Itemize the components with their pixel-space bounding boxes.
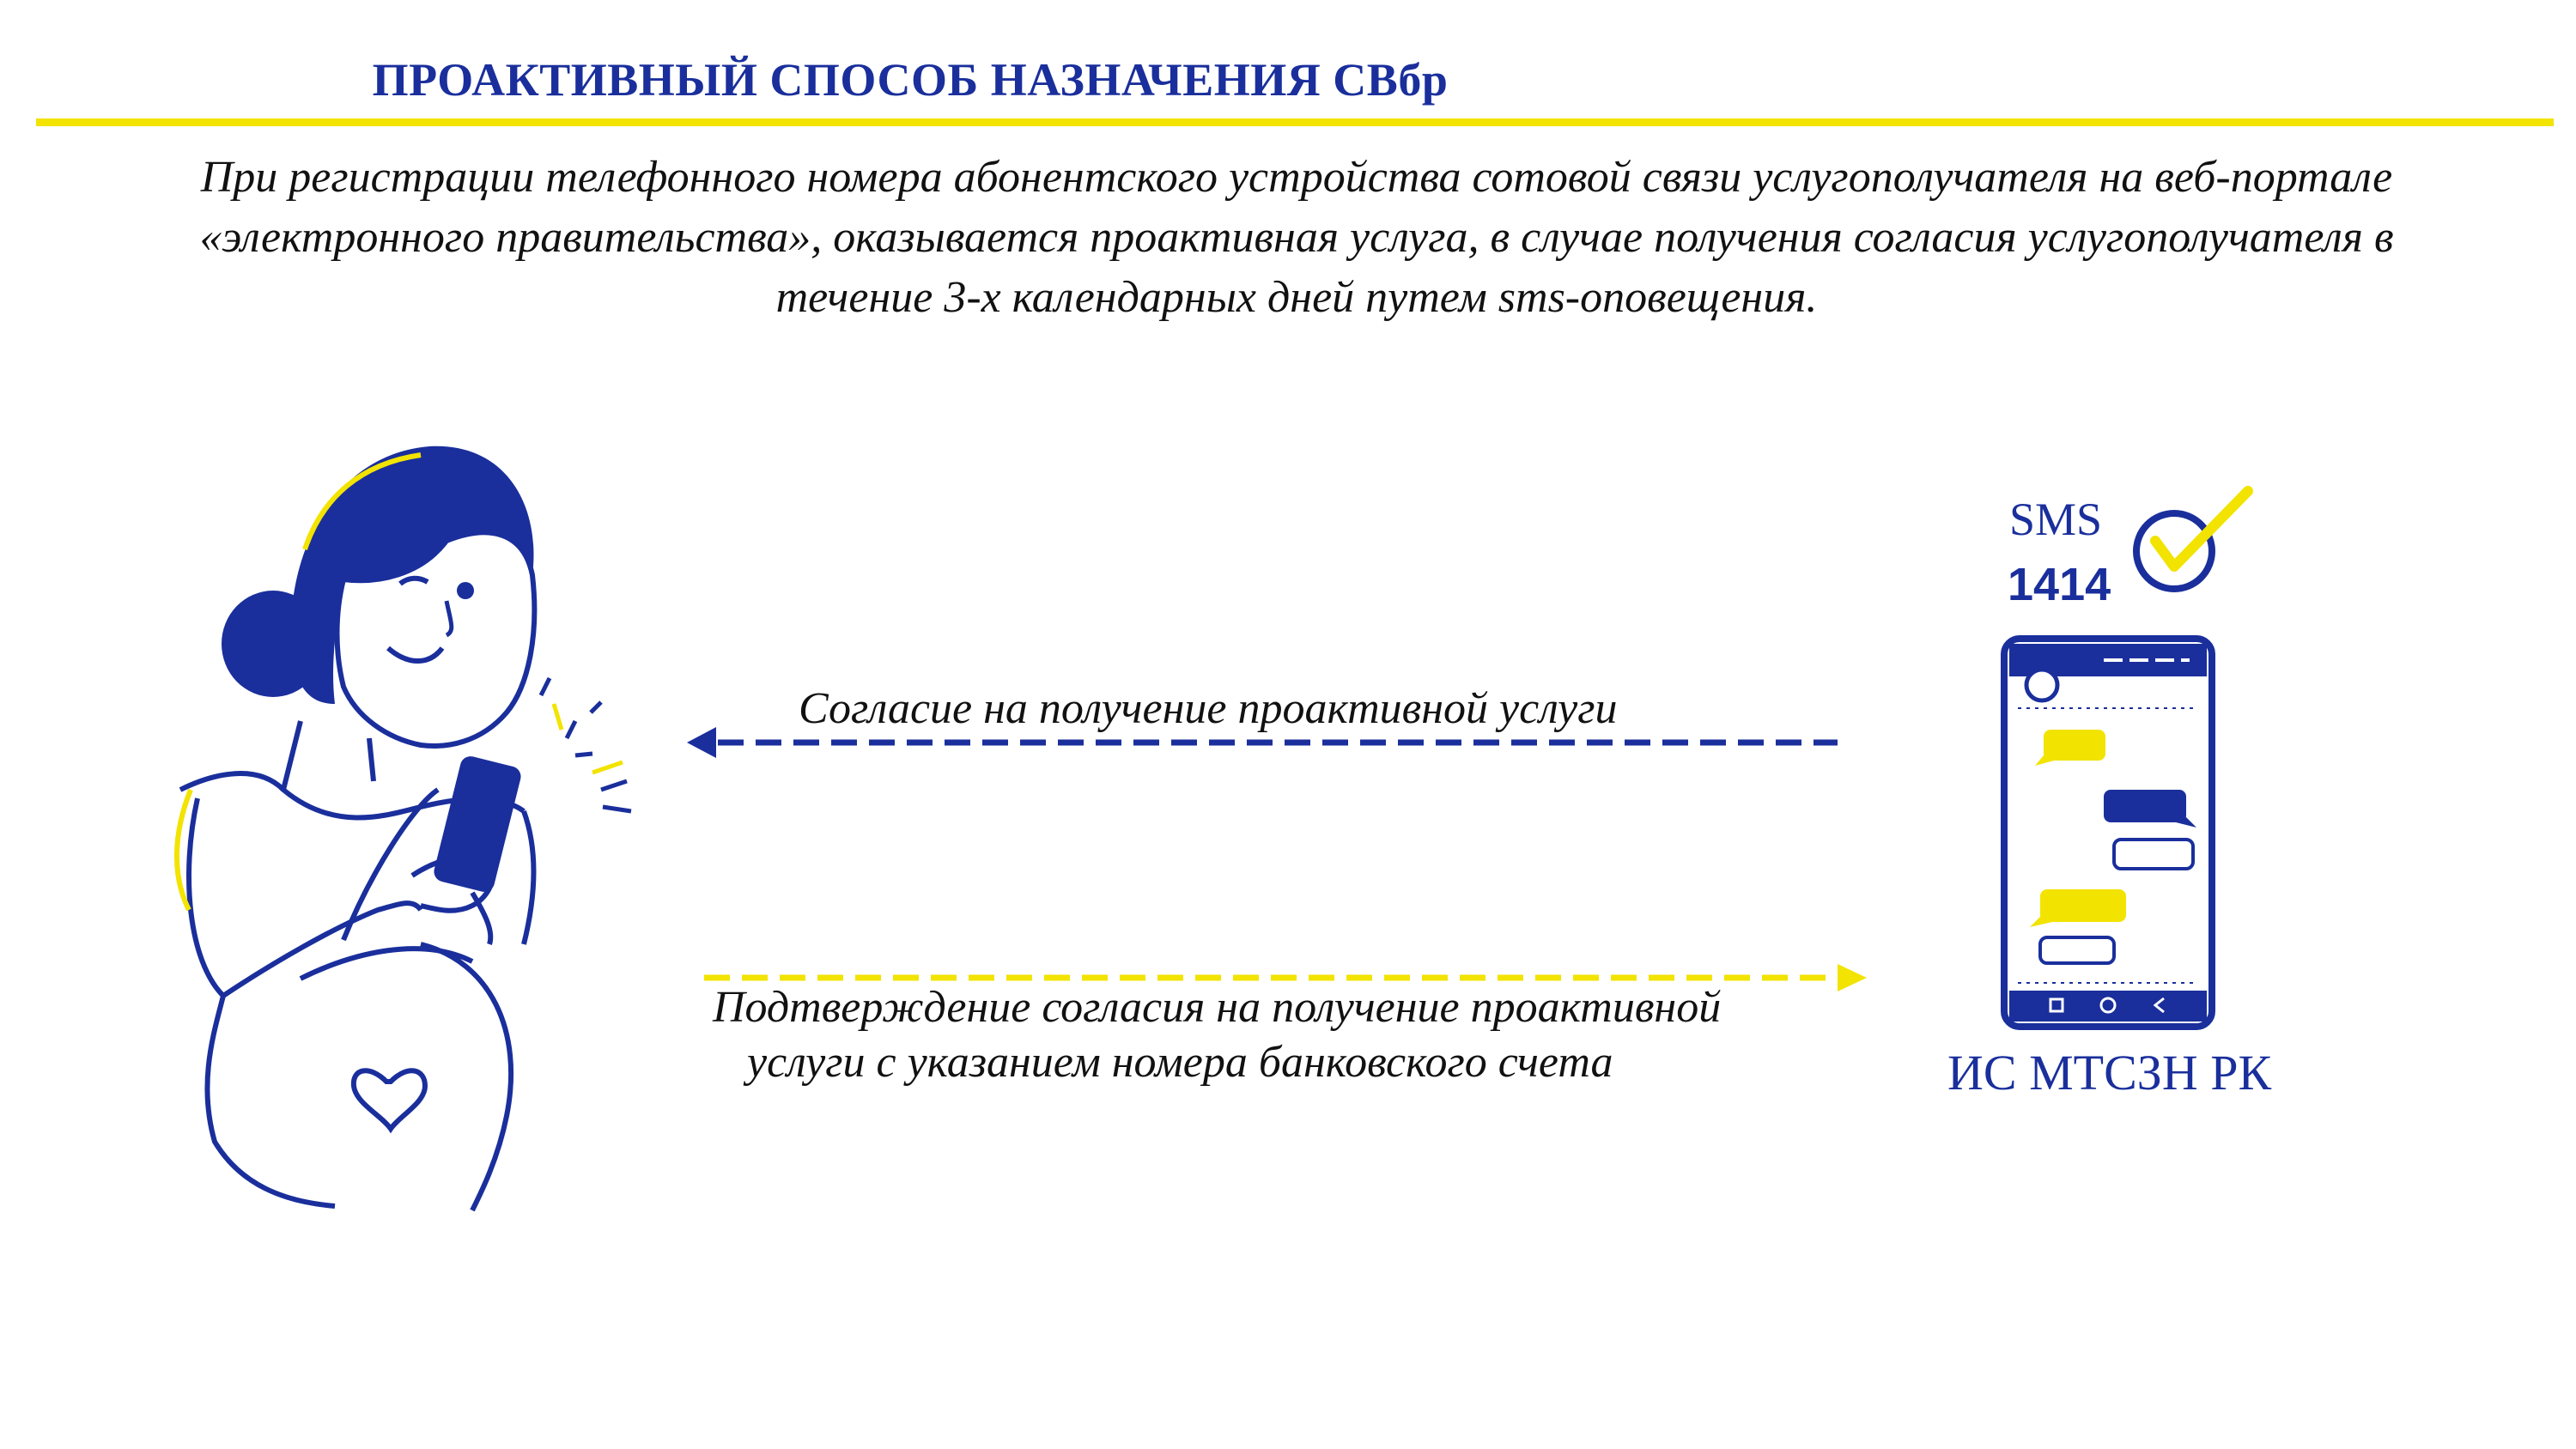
notification-sparks-yellow: [554, 704, 623, 773]
woman-with-phone-illustration: [163, 429, 713, 1219]
neck: [283, 721, 374, 790]
intro-paragraph: [86, 148, 2507, 328]
intro-line-1: При регистрации телефонного номера абонентского устройства сотовой связи услугополучателя на веб-портале: [200, 153, 2393, 202]
consent-arrow-head: [687, 727, 716, 758]
message-bubble-yellow-1: [2044, 730, 2105, 761]
consent-label: Согласие на получение проактивной услуги: [799, 684, 1618, 733]
confirmation-arrow-head: [1838, 964, 1867, 991]
phone-in-hand: [432, 755, 523, 894]
checkmark-circle: [2136, 513, 2212, 589]
intro-line-2: «электронного правительства», оказывается проактивная услуга, в случае получения согласия услугополучателя в: [199, 213, 2394, 262]
contact-avatar: [2026, 670, 2057, 700]
message-bubble-navy: [2104, 790, 2186, 822]
smartphone-icon: [2001, 635, 2215, 1030]
heart-icon-shape: [354, 1070, 425, 1129]
checkmark-icon: [2121, 481, 2258, 601]
sms-label: SMS: [2009, 494, 2103, 545]
page-title: ПРОАКТИВНЫЙ СПОСОБ НАЗНАЧЕНИЯ СВбр: [372, 54, 1449, 106]
message-bubble-yellow-2: [2040, 889, 2126, 922]
confirmation-label-line-2: услуги с указанием номера банковского счета: [747, 1038, 1613, 1087]
notification-sparks: [541, 678, 631, 811]
device-name: ИС МТСЗН РК: [1947, 1045, 2272, 1100]
message-bubble-outline-1: [2114, 840, 2193, 869]
phone-nav-bar: [2009, 991, 2207, 1022]
sms-number: 1414: [2008, 559, 2111, 610]
message-bubble-outline-2: [2040, 937, 2114, 963]
intro-line-3: течение 3-х календарных дней путем sms-оповещения.: [775, 273, 1818, 322]
title-underline: [36, 118, 2554, 126]
eye: [457, 582, 474, 599]
confirmation-label-line-1: Подтверждение согласия на получение проактивной: [713, 983, 1722, 1032]
belly: [301, 949, 472, 979]
